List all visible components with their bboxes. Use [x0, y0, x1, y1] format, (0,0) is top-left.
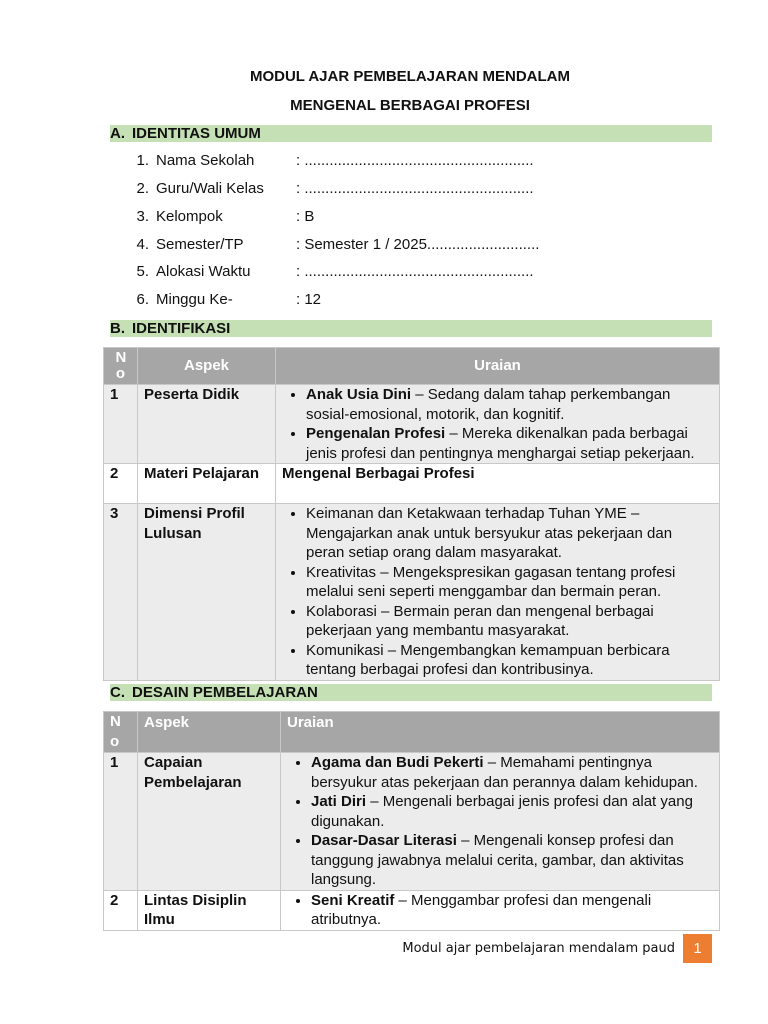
document-subtitle: MENGENAL BERBAGAI PROFESI [290, 97, 530, 114]
row-aspek: Peserta Didik [138, 385, 276, 464]
identity-row-number: 2. [136, 180, 149, 197]
identifikasi-table [103, 347, 720, 681]
document-title: MODUL AJAR PEMBELAJARAN MENDALAM [249, 68, 570, 85]
row-number: 2 [104, 464, 138, 504]
footer-text: Modul ajar pembelajaran mendalam paud [402, 941, 675, 956]
identity-row-label: Alokasi Waktu [156, 263, 251, 280]
col-header-no [104, 712, 138, 753]
bullet-item-term: Seni Kreatif [311, 891, 395, 909]
identity-row-label: Semester/TP [156, 236, 244, 253]
row-aspek: Dimensi Profil Lulusan [138, 504, 276, 681]
col-header-uraian: Uraian [276, 348, 720, 385]
bullet-item [306, 563, 713, 602]
page-number-badge: 1 [683, 934, 712, 963]
identity-row-label: Nama Sekolah [156, 152, 255, 169]
bullet-item [306, 424, 713, 463]
bullet-item-text: – Sedang dalam tahap perkembangan sosial-emosional, motorik, dan kognitif. [306, 386, 671, 423]
identity-row-label: Kelompok [156, 208, 223, 225]
section-c-heading [110, 684, 712, 701]
bullet-item [306, 385, 713, 424]
bullet-item [306, 504, 713, 563]
bullet-item [311, 753, 713, 792]
identity-row-number: 3. [136, 208, 149, 225]
bullet-item [311, 792, 713, 831]
bullet-item [306, 602, 713, 641]
bullet-item-term: Jati Diri [311, 793, 367, 810]
bullet-item-text: – Mengenali konsep profesi dan tanggung jawabnya melalui cerita, gambar, dan aktivitas langsung. [311, 832, 684, 888]
identity-row-value: : B [296, 208, 315, 225]
bullet-item-text: Komunikasi – Mengembangkan kemampuan berbicara tentang berbagai profesi dan kontribusinya. [306, 641, 670, 678]
identity-row-value: : ....................................................... [296, 152, 534, 169]
row-number: 1 [104, 753, 138, 891]
col-header-aspek: Aspek [138, 348, 276, 385]
bullet-item [311, 891, 713, 930]
section-c-letter: C. [110, 684, 125, 701]
table-row [104, 504, 720, 681]
col-header-uraian: Uraian [281, 712, 720, 753]
section-c-title: DESAIN PEMBELAJARAN [132, 684, 318, 701]
table-row [104, 890, 720, 930]
row-uraian [276, 504, 720, 681]
row-uraian [281, 890, 720, 930]
section-a-letter: A. [110, 125, 125, 142]
row-number: 1 [104, 385, 138, 464]
table-row [104, 753, 720, 891]
identity-row-value: : ....................................................... [296, 263, 534, 280]
col-header-no-text: No [115, 349, 127, 382]
bullet-item-term: Pengenalan Profesi [306, 425, 446, 442]
section-a-heading [110, 125, 712, 142]
identity-row-label: Guru/Wali Kelas [156, 180, 264, 197]
identity-row-label: Minggu Ke- [156, 291, 233, 308]
row-aspek: Materi Pelajaran [138, 464, 276, 504]
col-header-no [104, 348, 138, 385]
identity-row-value: : ....................................................... [296, 180, 534, 197]
row-aspek: Capaian Pembelajaran [138, 753, 281, 891]
row-uraian [276, 385, 720, 464]
row-uraian: Mengenal Berbagai Profesi [276, 464, 720, 504]
bullet-item-term: Agama dan Budi Pekerti [311, 754, 484, 771]
bullet-item-text: – Mereka dikenalkan pada berbagai jenis profesi dan pentingnya menghargai setiap pekerjaan. [306, 425, 695, 462]
bullet-item [311, 831, 713, 890]
row-number: 2 [104, 890, 138, 930]
table-row [104, 385, 720, 464]
table-row [104, 464, 720, 504]
identity-row-number: 4. [136, 236, 149, 253]
identity-row-number: 6. [136, 291, 149, 308]
section-a-title: IDENTITAS UMUM [132, 125, 261, 142]
identity-row-number: 1. [136, 152, 149, 169]
identity-row-value: : Semester 1 / 2025........................... [296, 236, 540, 253]
bullet-item-text: Kreativitas – Mengekspresikan gagasan tentang profesi melalui seni seperti menggambar dan bermain peran. [306, 563, 676, 600]
bullet-item-text: Kolaborasi – Bermain peran dan mengenal berbagai pekerjaan yang membantu masyarakat. [306, 602, 654, 639]
bullet-item-term: Dasar-Dasar Literasi [311, 832, 457, 849]
bullet-item-term: Anak Usia Dini [306, 386, 412, 403]
section-b-title: IDENTIFIKASI [132, 320, 231, 337]
row-aspek: Lintas Disiplin Ilmu [138, 890, 281, 930]
section-b-heading [110, 320, 712, 337]
col-header-aspek: Aspek [138, 712, 281, 753]
section-b-letter: B. [110, 320, 125, 337]
bullet-item-text: – Memahami pentingnya bersyukur atas pekerjaan dan perannya dalam kehidupan. [311, 754, 698, 791]
desain-table [103, 711, 720, 931]
bullet-item [306, 641, 713, 680]
identity-row-number: 5. [136, 263, 149, 280]
row-number: 3 [104, 504, 138, 681]
bullet-item-text: – Menggambar profesi dan mengenali atributnya. [311, 891, 652, 928]
col-header-no-text: No [110, 713, 121, 750]
bullet-item-text: Keimanan dan Ketakwaan terhadap Tuhan YME – Mengajarkan anak untuk bersyukur atas pekerjaan dan peran setiap orang dalam masyarakat. [306, 505, 673, 561]
row-uraian [281, 753, 720, 891]
bullet-item-text: – Mengenali berbagai jenis profesi dan alat yang digunakan. [311, 793, 693, 830]
identity-row-value: : 12 [296, 291, 322, 308]
